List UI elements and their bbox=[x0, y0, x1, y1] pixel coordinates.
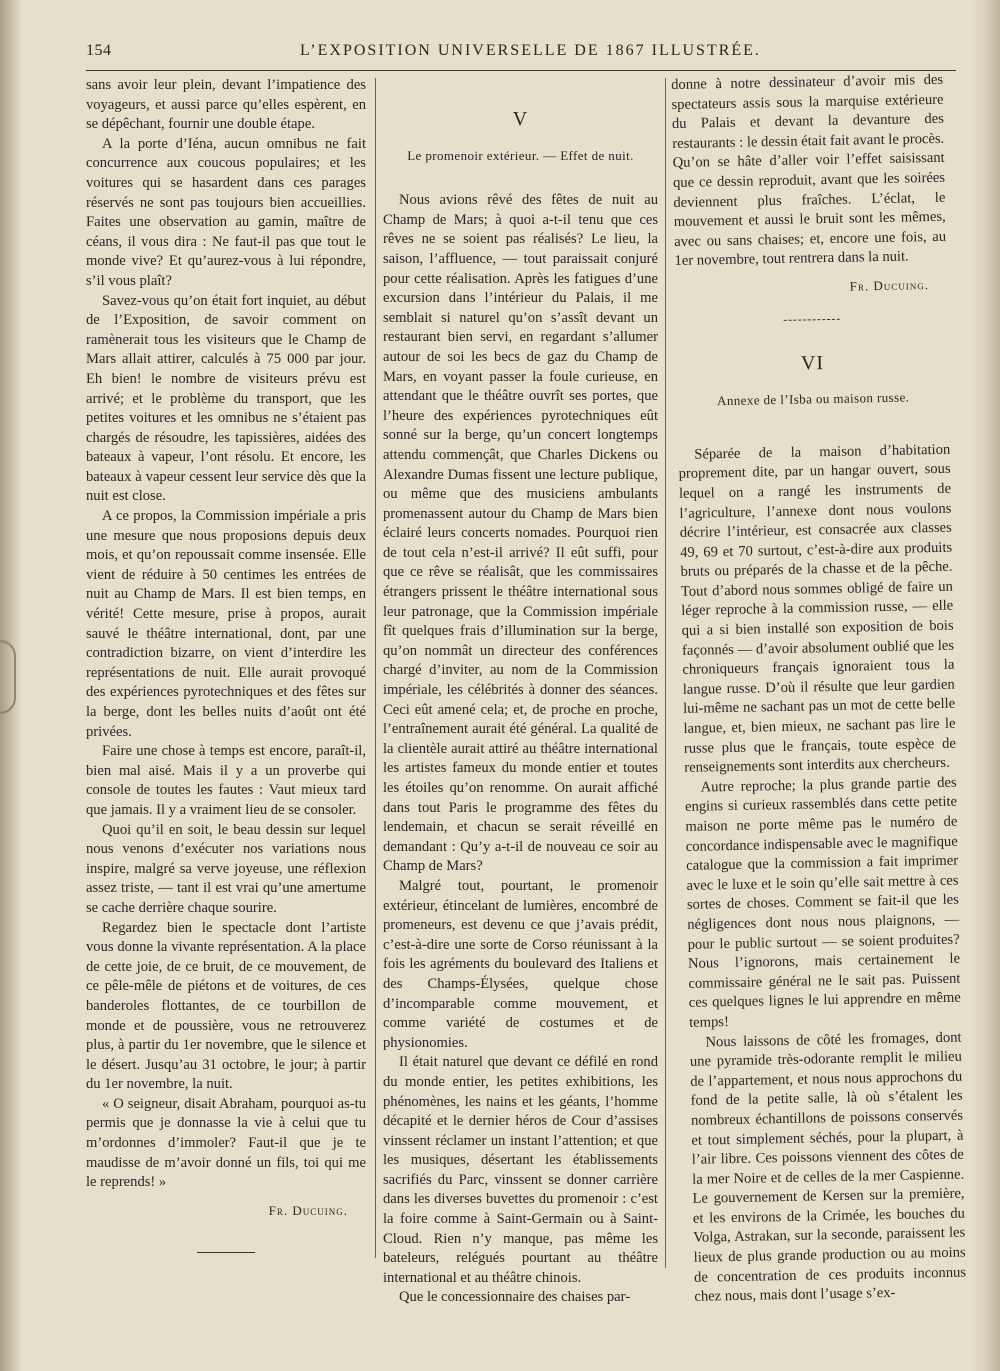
paragraph: Nous laissons de côté les fromages, dont une pyramide très-odorante remplit le milieu de l’appartement, et nous nous approchons du fond de la petite salle, là où s’étalent les nombreux échantillons de poissons conservés et tout simplement séchés, pour la plupart, à l’air libre. Ces poissons viennent des côtes de la mer Noire et de celles de la mer Caspienne. Le gouvernement de Kersen sur la première, et les environs de la Crimée, les bouches du Volga, Astrakan, sur la seconde, paraissent les lieux de plus grande production ou au moins de concentration de ces produits inconnus chez nous, mais dont l’usage s’ex- bbox=[689, 1029, 967, 1306]
paragraph: Séparée de la maison d’habitation proprement dite, par un hangar ouvert, sous lequel on a rangé les instruments de l’agriculture, l’annexe dont nous voulons décrire l’intérieur, est consacrée aux classes 49, 69 et 70 surtout, c’est-à-dire aux produits bruts ou préparés de la chasse et de la pêche. Tout d’abord nous sommes obligé de faire un léger reproche à la commission russe, — elle qui a si bien installé son exposition de bois façonnés — d’avoir absolument oublié que les chroniqueurs français ignoraient tous la langue russe. D’où il résulte que leur gardien lui-même ne sachant pas un mot de cette belle langue, et, bien mieux, ne sachant pas lire le russe plus que le français, toute espèce de renseignements sont interdits aux chercheurs. bbox=[678, 441, 957, 777]
paragraph: A ce propos, la Commission impériale a pris une mesure que nous proposions depuis deux mois, et qu’on repoussait comme insensée. Elle vient de réduire à 50 centimes les entrées de nuit au Champ de Mars. Il est bien temps, en vérité! Cette mesure, prise à propos, aurait sauvé le théâtre international, dont, par une contradiction bizarre, on vient d’interdire les représentations de nuit. Elle aurait provoqué des expériences pyrotechniques et des fêtes sur la berge, dont les belles nuits d’août ont été privées. bbox=[86, 508, 366, 740]
section-title: Annexe de l’Isba ou maison russe. bbox=[716, 389, 910, 409]
running-head: L’EXPOSITION UNIVERSELLE DE 1867 ILLUSTRÉE. bbox=[300, 42, 761, 59]
paragraph: donne à notre dessinateur d’avoir mis des spectateurs assis sous la marquise extérieure du Palais et devant la devanture des restaurants : le dessin était fait avant le procès. Qu’on se hâte d’aller voir l’effet saisissant que ce dessin reproduit, avant que les soirées deviennent plus fraîches. L’éclat, le mouvement et aussi le bruit sont les mêmes, avec ou sans chaises; et, encore une fois, au 1er novembre, tout rentrera dans la nuit. bbox=[671, 71, 947, 270]
paragraph: Il était naturel que devant ce défilé en rond du monde entier, les petites exhibitions, les phénomènes, les nains et les géants, l’homme décapité et le dernier héros de Cour d’assises vinssent réclamer un instant l’attention; et que les musiques, désertant les établissements sacrifiés du Parc, vinssent se donner carrière dans les diverses buvettes du promenoir : c’est la foire comme à Saint-Germain ou à Saint-Cloud. Rien n’y manque, pas même les bateleurs, relégués pourtant au théâtre international et au théâtre chinois. bbox=[383, 1054, 658, 1286]
paragraph: Savez-vous qu’on était fort inquiet, au début de l’Exposition, de savoir comment on ramènerait tous les visiteurs que le Champ de Mars allait attirer, calculés à 75 000 par jour. Eh bien! le nombre de visiteurs prévu est arrivé; et le problème du transport, que les petites voitures et les omnibus ne s’étaient pas chargés de résoudre, les tapissières, aidées des bateaux à vapeur, l’ont résolu. Et encore, les bateaux à vapeur cessent leur service dès que la nuit est close. bbox=[86, 292, 366, 505]
section-title: Le promenoir extérieur. — Effet de nuit. bbox=[407, 147, 634, 163]
paragraph: « O seigneur, disait Abraham, pourquoi as-tu permis que je donnasse la vie à celui que tu m’ordonnes d’immoler? Faut-il que je te maudisse de m’avoir donné un fils, toi qui me le reprends! » bbox=[86, 1095, 366, 1191]
section-number: V bbox=[512, 108, 529, 130]
section-rule bbox=[197, 1252, 255, 1253]
paragraph: Malgré tout, pourtant, le promenoir extérieur, étincelant de lumières, encombré de promeneurs, est devenu ce que j’avais prédit, c’est-à-dire une sorte de Corso réunissant à la fois les agréments du boulevard des Italiens et des Champs-Élysées, quelque chose d’incomparable comme mouvement, et comme variété de costumes et de physionomies. bbox=[383, 877, 658, 1051]
page-number: 154 bbox=[86, 42, 112, 59]
column-2 bbox=[383, 76, 658, 1308]
column-1 bbox=[86, 76, 366, 1253]
column-3 bbox=[671, 71, 967, 1308]
paragraph: Quoi qu’il en soit, le beau dessin sur lequel nous venons d’exécuter nos variations nous inspire, malgré sa verve joyeuse, une réflexion assez triste, — tant il est vrai qu’une amertume se cache derrière chaque sourire. bbox=[86, 821, 366, 916]
binding-clip bbox=[0, 640, 16, 714]
paragraph: Regardez bien le spectacle dont l’artiste vous donne la vivante représentation. A la place de cette joie, de ce bruit, de ce mouvement, de ce pêle-mêle de piétons et de voitures, de ces banderoles flottantes, de ce tourbillon de monde et de poussière, vous ne retrouverez plus, à partir du 1er novembre, que le silence et le désert. Jusqu’au 31 octobre, le jour; à partir du 1er novembre, la nuit. bbox=[86, 919, 366, 1093]
header-rule bbox=[86, 70, 956, 71]
column-divider bbox=[375, 78, 376, 1258]
signature: Fr. Ducuing. bbox=[849, 277, 930, 294]
section-rule bbox=[784, 318, 840, 320]
paragraph: Nous avions rêvé des fêtes de nuit au Champ de Mars; à quoi a-t-il tenu que ces rêves ne se soient pas réalisés? Le lieu, la saison, l’affluence, — tout paraissait conjuré pour cette réalisation. Après les fatigues d’une excursion dans l’intérieur du Palais, il me semblait si naturel qu’on s’assît devant un restaurant bien servi, en regardant s’allumer autour de soi les becs de gaz du Champ de Mars, en voyant passer la foule curieuse, en attendant que le théâtre ouvrît ses portes, que l’heure des expériences pyrotechniques eût sonné sur la berge, qu’un concert longtemps attendu commençât, que Charles Dickens ou Alexandre Dumas fissent une lecture publique, ou même que des musiciens ambulants promenassent autour du Champ de Mars bien éclairé leurs concerts nomades. Pourquoi rien de tout cela n’est-il arrivé? Il eût suffi, pour que ce rêve se réalisât, que les commissaires étrangers prissent le théâtre international sous leur patronage, que la Commission impériale fît quelques frais d’illumination sur la berge, qu’on nommât un directeur des conférences chargé d’inviter, au nom de la Commission impériale, les célébrités à donner des séances. Ceci eût amené cela; et, de proche en proche, l’entraînement aurait été général. La qualité de la clientèle aurait attiré au théâtre international les artistes fameux du monde entier et toutes les étoiles qu’on renomme. On aurait affiché dans tout Paris le programme des fêtes du lendemain, et chacun se serait réveillé en demandant : Qu’y a-t-il de nouveau ce soir au Champ de Mars? bbox=[383, 192, 658, 875]
paragraph: sans avoir leur plein, devant l’impatience des voyageurs, et aussi parce qu’elles espèrent, en se dépêchant, fournir une double étape. bbox=[86, 77, 366, 133]
paragraph: Que le concessionnaire des chaises par- bbox=[399, 1289, 631, 1306]
section-number: VI bbox=[800, 351, 825, 375]
signature: Fr. Ducuing. bbox=[268, 1202, 348, 1218]
page-edge bbox=[970, 0, 1000, 1371]
column-divider bbox=[665, 78, 666, 1268]
paragraph: Faire une chose à temps est encore, paraît-il, bien mal aisé. Mais il y a un proverbe qui console de toutes les fautes : Vaut mieux tard que jamais. Il y a vraiment lieu de se consoler. bbox=[86, 743, 366, 818]
paragraph: A la porte d’Iéna, aucun omnibus ne fait concurrence aux coucous populaires; et les voitures qui se hasardent dans ces parages réservés ne sont pas toujours bien accueillies. Faites une observation au gamin, maître de céans, il vous dira : Ne faut-il pas que tout le monde vive? Et qu’aurez-vous à lui répondre, s’il vous plaît? bbox=[86, 135, 366, 289]
paragraph: Autre reproche; la plus grande partie des engins si curieux rassemblés dans cette petite maison ne porte même pas le numéro de concordance indispensable avec le magnifique catalogue que la commission a fait imprimer avec le luxe et le soin qu’elle sait mettre à ces sortes de choses. Comment se fait-il que les négligences dont nous nous plaignons, — pour le public surtout — se soient produites? Nous l’ignorons, mais certainement le commissaire général ne le sait pas. Puissent ces quelques lignes le lui apprendre en même temps! bbox=[684, 774, 961, 1031]
